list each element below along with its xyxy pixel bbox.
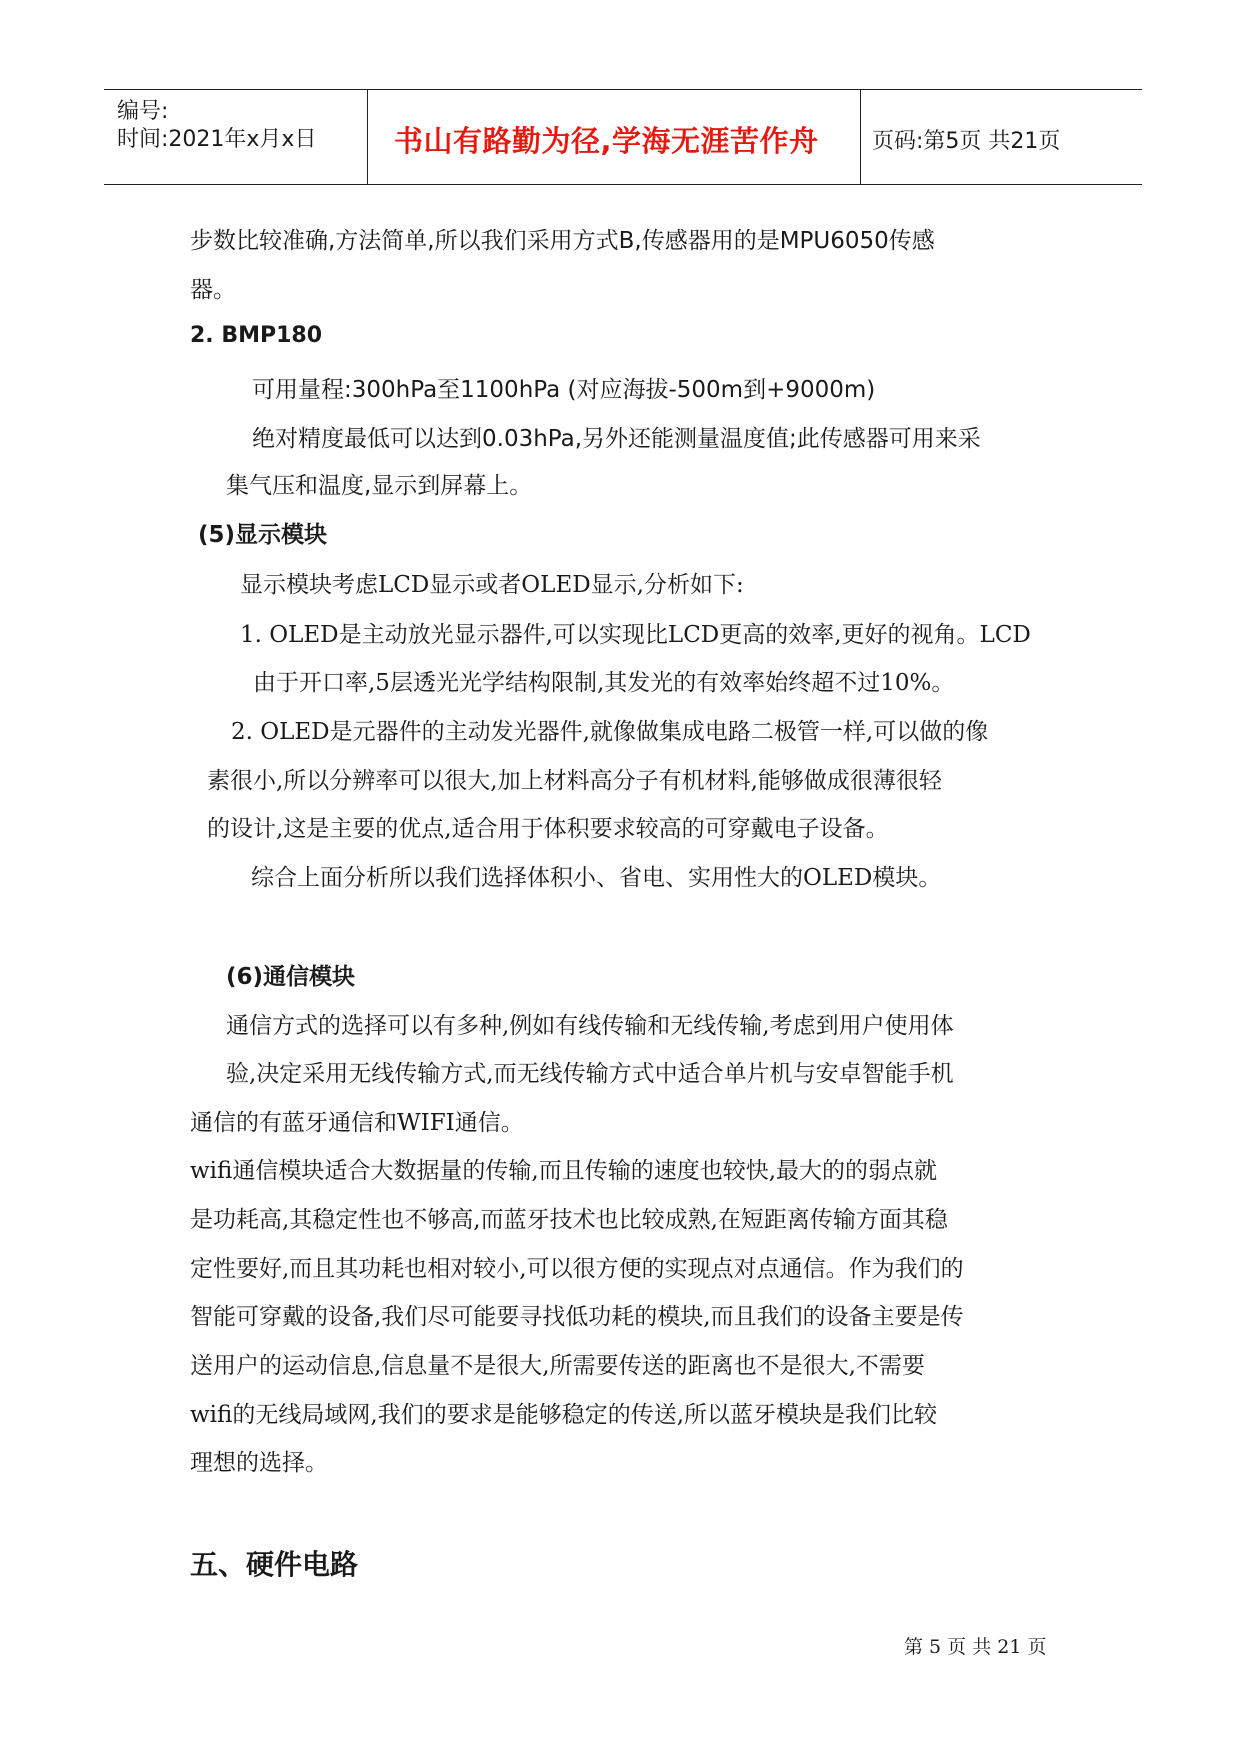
paragraph-line: 的设计,这是主要的优点,适合用于体积要求较高的可穿戴电子设备。 bbox=[207, 816, 889, 842]
display-item-2: 2. OLED是元器件的主动发光器件,就像做集成电路二极管一样,可以做的像 bbox=[231, 719, 989, 745]
paragraph-line: 由于开口率,5层透光光学结构限制,其发光的有效率始终超不过10%。 bbox=[253, 670, 955, 696]
paragraph-line: 器。 bbox=[190, 277, 236, 303]
display-item-1: 1. OLED是主动放光显示器件,可以实现比LCD更高的效率,更好的视角。LCD bbox=[240, 622, 1031, 648]
section-5-heading: (5)显示模块 bbox=[198, 522, 328, 548]
display-conclusion: 综合上面分析所以我们选择体积小、省电、实用性大的OLED模块。 bbox=[251, 865, 942, 891]
paragraph-line: 验,决定采用无线传输方式,而无线传输方式中适合单片机与安卓智能手机 bbox=[226, 1061, 954, 1087]
paragraph-line: 通信的有蓝牙通信和WIFI通信。 bbox=[190, 1110, 524, 1136]
bmp180-range: 可用量程:300hPa至1100hPa (对应海拔-500m到+9000m) bbox=[252, 377, 876, 403]
paragraph-line: 集气压和温度,显示到屏幕上。 bbox=[226, 473, 533, 499]
section-6-heading: (6)通信模块 bbox=[226, 964, 356, 990]
paragraph-line: wifi的无线局域网,我们的要求是能够稳定的传送,所以蓝牙模块是我们比较 bbox=[190, 1402, 938, 1428]
paragraph-line: 理想的选择。 bbox=[190, 1450, 328, 1476]
bmp180-heading: 2. BMP180 bbox=[190, 323, 323, 348]
paragraph-line: 定性要好,而且其功耗也相对较小,可以很方便的实现点对点通信。作为我们的 bbox=[190, 1256, 964, 1282]
paragraph-line: 步数比较准确,方法简单,所以我们采用方式B,传感器用的是MPU6050传感 bbox=[190, 228, 935, 254]
paragraph-line: 绝对精度最低可以达到0.03hPa,另外还能测量温度值;此传感器可用来采 bbox=[252, 426, 981, 452]
chapter-5-heading: 五、硬件电路 bbox=[190, 1548, 359, 1581]
page-footer: 第 5 页 共 21 页 bbox=[904, 1636, 1047, 1658]
header-motto: 书山有路勤为径,学海无涯苦作舟 bbox=[394, 124, 819, 158]
display-intro: 显示模块考虑LCD显示或者OLED显示,分析如下: bbox=[240, 572, 744, 598]
header-page-label: 页码:第5页 共21页 bbox=[872, 129, 1061, 154]
header-divider-right bbox=[860, 90, 861, 184]
paragraph-line: 素很小,所以分辨率可以很大,加上材料高分子有机材料,能够做成很薄很轻 bbox=[207, 768, 942, 794]
header-time-label: 时间:2021年x月x日 bbox=[117, 127, 317, 152]
header-divider-left bbox=[367, 90, 368, 184]
paragraph-line: 通信方式的选择可以有多种,例如有线传输和无线传输,考虑到用户使用体 bbox=[226, 1013, 954, 1039]
paragraph-line: 送用户的运动信息,信息量不是很大,所需要传送的距离也不是很大,不需要 bbox=[190, 1353, 925, 1379]
paragraph-line: wifi通信模块适合大数据量的传输,而且传输的速度也较快,最大的的弱点就 bbox=[190, 1158, 938, 1184]
header-serial-label: 编号: bbox=[117, 99, 169, 124]
paragraph-line: 是功耗高,其稳定性也不够高,而蓝牙技术也比较成熟,在短距离传输方面其稳 bbox=[190, 1207, 948, 1233]
paragraph-line: 智能可穿戴的设备,我们尽可能要寻找低功耗的模块,而且我们的设备主要是传 bbox=[190, 1304, 964, 1330]
